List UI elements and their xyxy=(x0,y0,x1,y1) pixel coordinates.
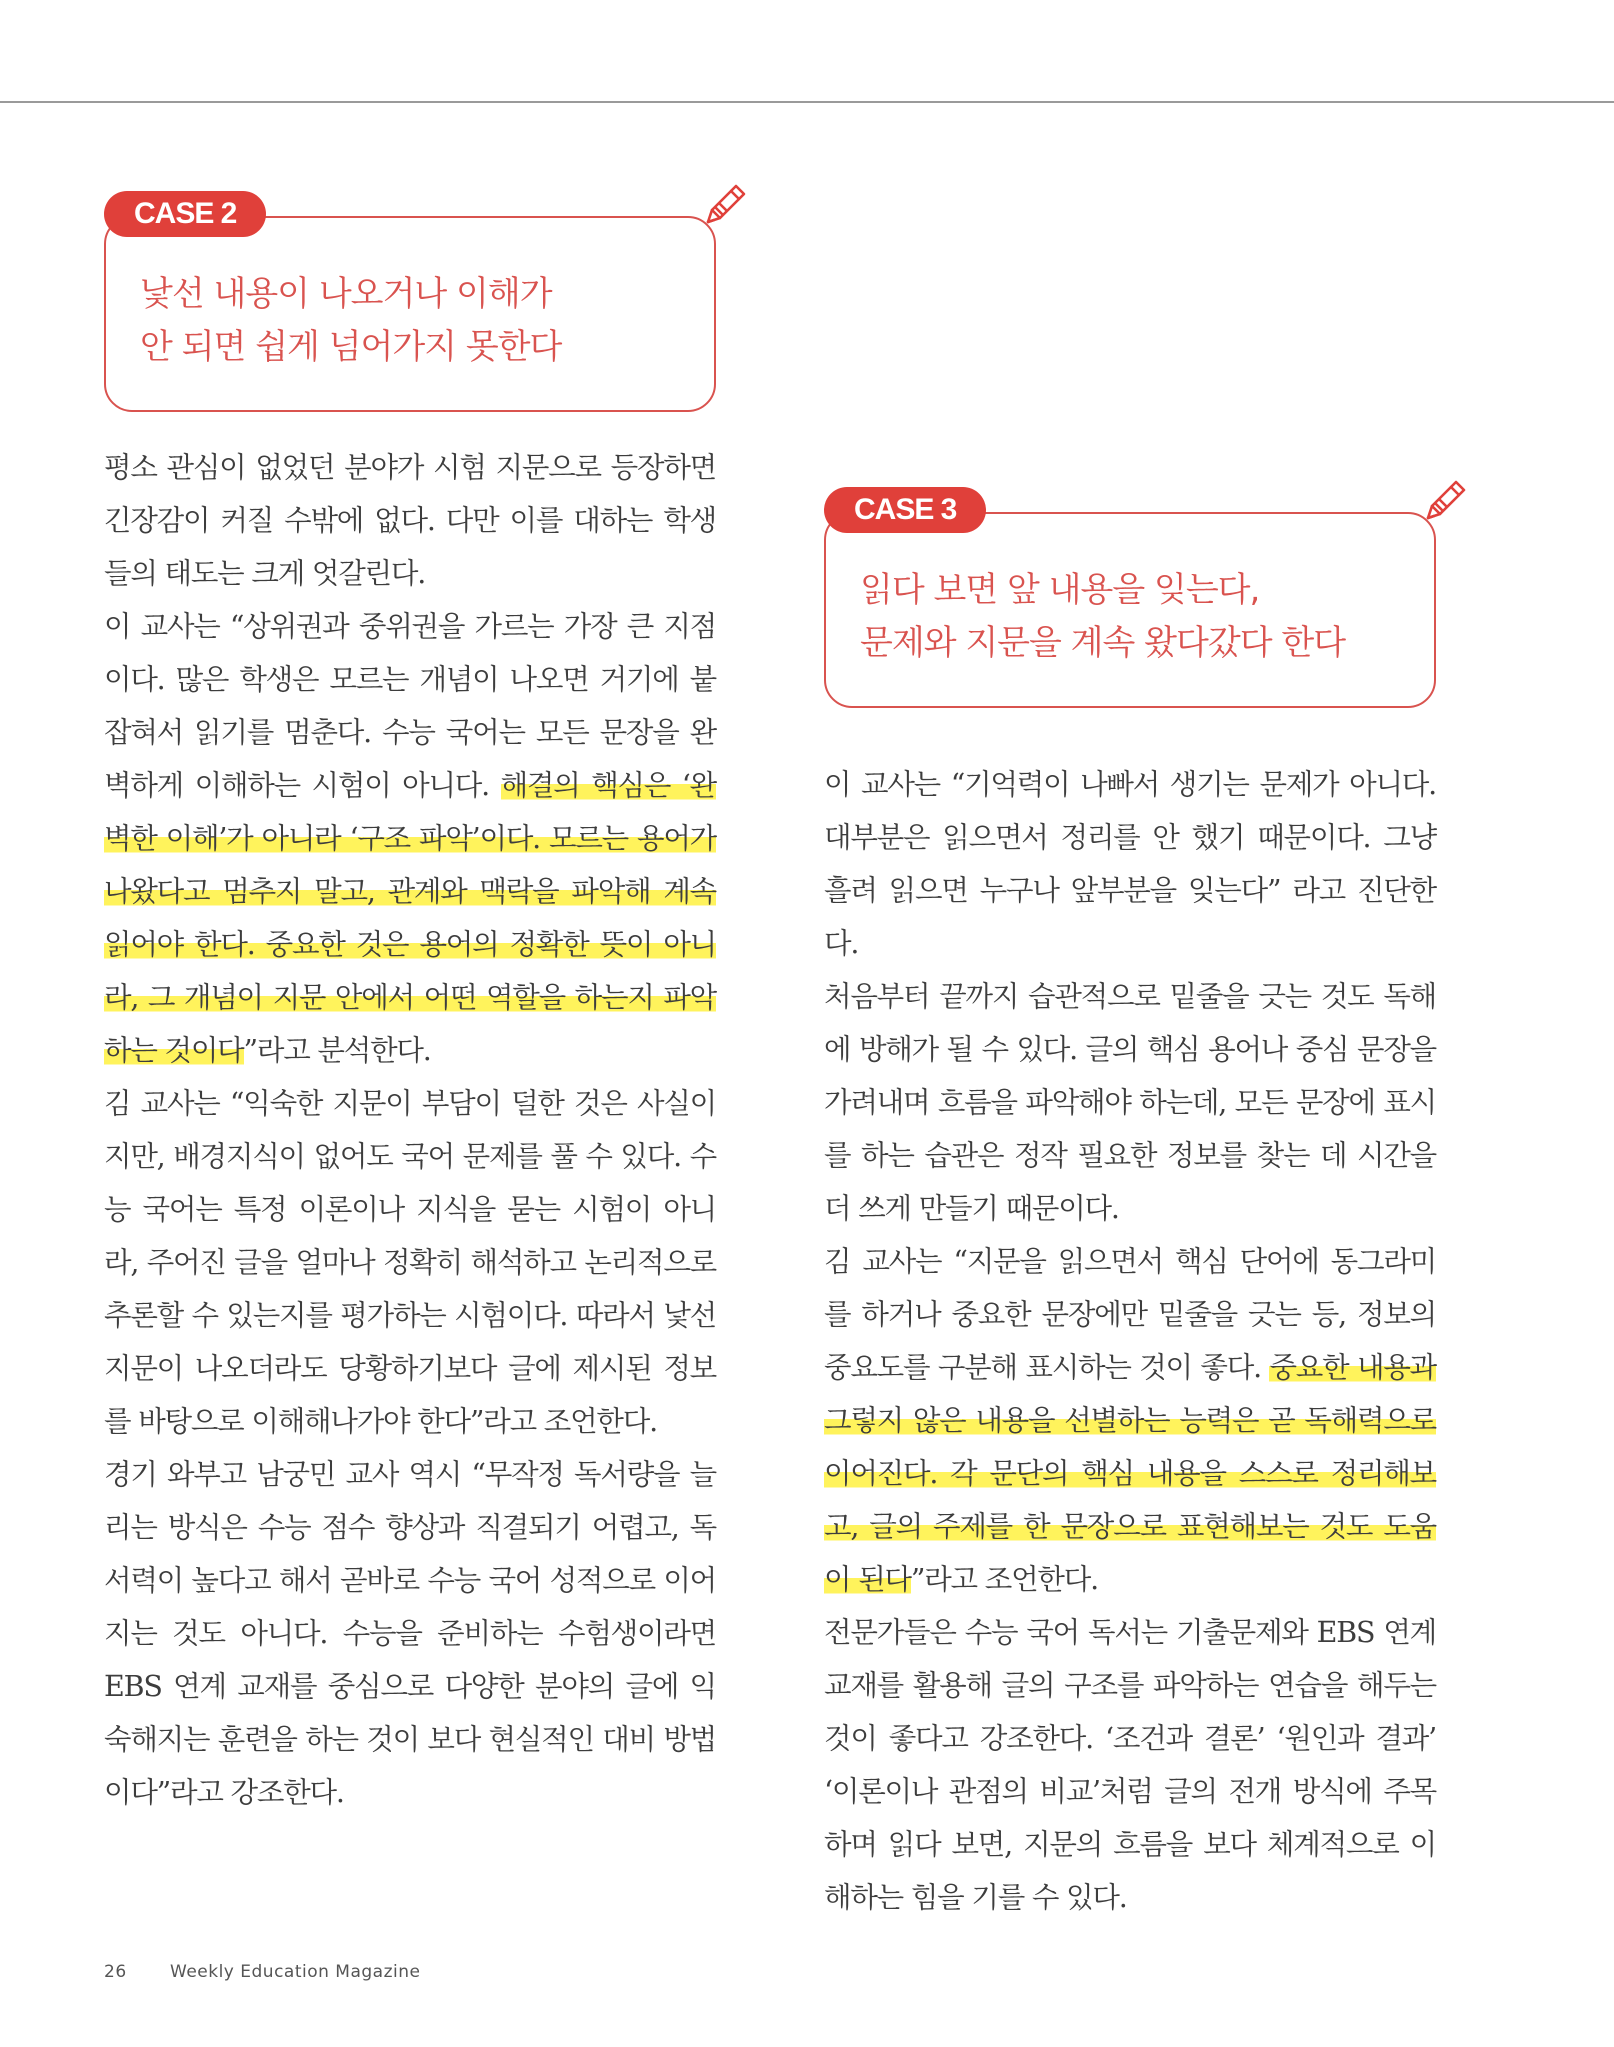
case3-box xyxy=(824,512,1436,708)
right-body-text xyxy=(824,758,1436,1924)
right-paragraph-1: 이 교사는 “기억력이 나빠서 생기는 문제가 아니다. 대부분은 읽으면서 정리를 안 했기 때문이다. 그냥 흘려 읽으면 누구나 앞부분을 잊는다” 라고 진단한다. xyxy=(824,768,1436,960)
left-paragraph-2-end: ”라고 분석한다. xyxy=(243,1034,431,1067)
case3-badge: CASE 3 xyxy=(824,487,986,533)
footer xyxy=(104,1962,420,1982)
left-paragraph-3: 김 교사는 “익숙한 지문이 부담이 덜한 것은 사실이지만, 배경지식이 없어도 국어 문제를 풀 수 있다. 수능 국어는 특정 이론이나 지식을 묻는 시험이 아니라, 주어진 글을 얼마나 정확히 해석하고 논리적으로 추론할 수 있는지를 평가하는 시험이다. 따라서 낯선 지문이 나오더라도 당황하기보다 글에 제시된 정보를 바탕으로 이해해나가야 한다”라고 조언한다. xyxy=(104,1087,716,1438)
page-number: 26 xyxy=(104,1962,127,1982)
case3-title-line2: 문제와 지문을 계속 왔다갔다 한다 xyxy=(860,623,1346,663)
left-body-text xyxy=(104,441,716,1819)
case2-title-line1: 낯선 내용이 나오거나 이해가 xyxy=(140,274,552,314)
left-paragraph-2-start: 이 교사는 “상위권과 중위권을 가르는 가장 큰 지점이다. 많은 학생은 모르는 개념이 나오면 거기에 붙잡혀서 읽기를 멈춘다. 수능 국어는 모든 문장을 완벽하게 이해하는 시험이 아니다. xyxy=(104,610,716,802)
case3-title-line1: 읽다 보면 앞 내용을 잊는다, xyxy=(860,570,1260,610)
right-paragraph-3 xyxy=(824,1235,1436,1606)
right-paragraph-3-end: ”라고 조언한다. xyxy=(910,1563,1098,1596)
left-paragraph-4: 경기 와부고 남궁민 교사 역시 “무작정 독서량을 늘리는 방식은 수능 점수 향상과 직결되기 어렵고, 독서력이 높다고 해서 곧바로 수능 국어 성적으로 이어지는 것도 아니다. 수능을 준비하는 수험생이라면 EBS 연계 교재를 중심으로 다양한 분야의 글에 익숙해지는 훈련을 하는 것이 보다 현실적인 대비 방법이다”라고 강조한다. xyxy=(104,1458,716,1809)
pencil-icon xyxy=(1420,474,1472,526)
top-rule xyxy=(0,101,1614,103)
case2-box xyxy=(104,216,716,412)
left-paragraph-2 xyxy=(104,600,716,1077)
right-paragraph-2: 처음부터 끝까지 습관적으로 밑줄을 긋는 것도 독해에 방해가 될 수 있다. 글의 핵심 용어나 중심 문장을 가려내며 흐름을 파악해야 하는데, 모든 문장에 표시를 하는 습관은 정작 필요한 정보를 찾는 데 시간을 더 쓰게 만들기 때문이다. xyxy=(824,980,1436,1225)
right-highlighted-quote: 중요한 내용과 그렇지 않은 내용을 선별하는 능력은 곧 독해력으로 이어진다. 각 문단의 핵심 내용을 스스로 정리해보고, 글의 주제를 한 문장으로 표현해보는 것도 도움이 된다 xyxy=(824,1351,1436,1596)
right-paragraph-4: 전문가들은 수능 국어 독서는 기출문제와 EBS 연계 교재를 활용해 글의 구조를 파악하는 연습을 해두는 것이 좋다고 강조한다. ‘조건과 결론’ ‘원인과 결과’ ‘이론이나 관점의 비교’처럼 글의 전개 방식에 주목하며 읽다 보면, 지문의 흐름을 보다 체계적으로 이해하는 힘을 기를 수 있다. xyxy=(824,1616,1436,1914)
magazine-name: Weekly Education Magazine xyxy=(170,1962,421,1982)
left-paragraph-1: 평소 관심이 없었던 분야가 시험 지문으로 등장하면 긴장감이 커질 수밖에 없다. 다만 이를 대하는 학생들의 태도는 크게 엇갈린다. xyxy=(104,451,716,590)
case3-title xyxy=(860,564,1345,670)
pencil-icon xyxy=(700,178,752,230)
case2-title-line2: 안 되면 쉽게 넘어가지 못한다 xyxy=(140,327,562,367)
right-paragraph-3-start: 김 교사는 “지문을 읽으면서 핵심 단어에 동그라미를 하거나 중요한 문장에만 밑줄을 긋는 등, 정보의 중요도를 구분해 표시하는 것이 좋다. xyxy=(824,1245,1436,1384)
case2-title xyxy=(140,268,561,374)
case2-badge: CASE 2 xyxy=(104,191,266,237)
left-highlighted-quote: 해결의 핵심은 ‘완벽한 이해’가 아니라 ‘구조 파악’이다. 모르는 용어가 나왔다고 멈추지 말고, 관계와 맥락을 파악해 계속 읽어야 한다. 중요한 것은 용어의 정확한 뜻이 아니라, 그 개념이 지문 안에서 어떤 역할을 하는지 파악하는 것이다 xyxy=(104,769,716,1067)
